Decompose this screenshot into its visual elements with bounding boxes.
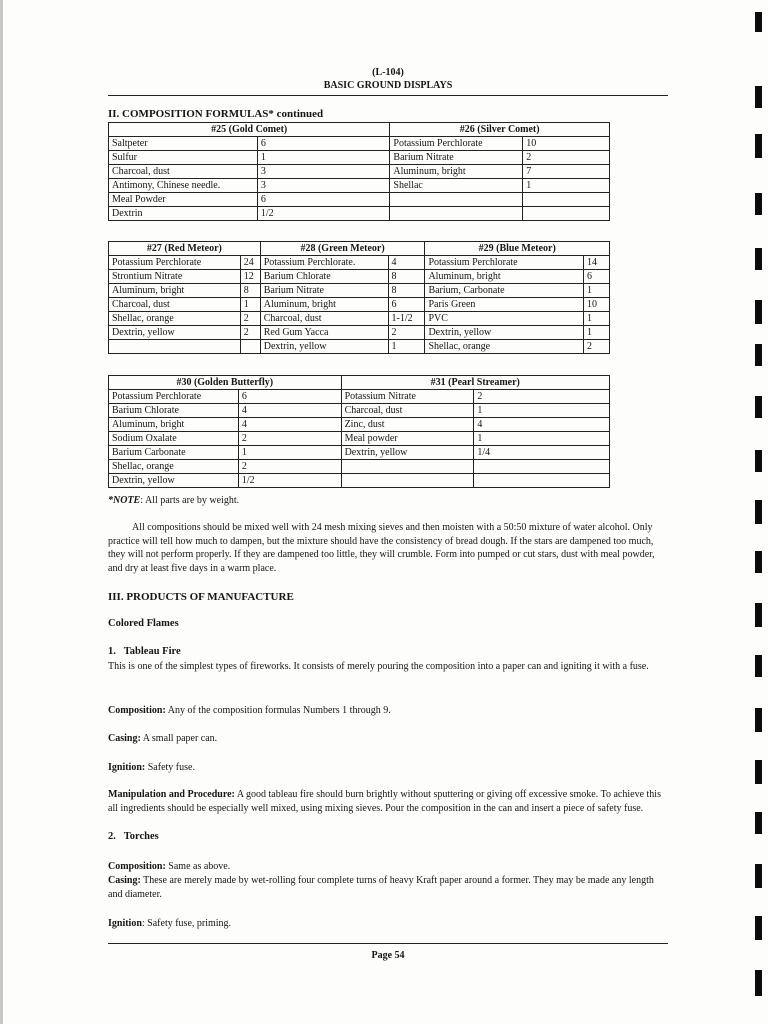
table-cell: 4 <box>474 418 610 432</box>
table-cell: 1 <box>240 298 260 312</box>
composition-table-25-26 <box>108 122 610 221</box>
table-cell: Meal powder <box>341 432 474 446</box>
section-2-title: II. COMPOSITION FORMULAS* continued <box>108 108 324 120</box>
table-cell: 1-1/2 <box>388 312 425 326</box>
page-left-edge <box>0 0 3 1024</box>
table-header-gold-comet: #25 (Gold Comet) <box>109 123 390 137</box>
table-cell: Barium Chlorate <box>260 270 388 284</box>
table-row <box>109 179 610 193</box>
table-cell: 3 <box>257 179 390 193</box>
casing-2-label: Casing: <box>108 875 141 886</box>
table-row <box>109 326 610 340</box>
table-cell: PVC <box>425 312 584 326</box>
table-cell: Charcoal, dust <box>109 298 241 312</box>
section-3-title: III. PRODUCTS OF MANUFACTURE <box>108 591 294 603</box>
table-cell: Charcoal, dust <box>109 165 258 179</box>
table-cell: 8 <box>388 284 425 298</box>
table-cell: 14 <box>584 256 610 270</box>
table-cell: Red Gum Yacca <box>260 326 388 340</box>
table-cell: 2 <box>388 326 425 340</box>
composition-table-30-31 <box>108 375 610 488</box>
table-row <box>109 404 610 418</box>
table-cell <box>474 474 610 488</box>
composition-2-text: Same as above. <box>165 861 231 872</box>
item-2-title: 2. Torches <box>108 831 159 842</box>
table-cell <box>523 207 610 221</box>
table-cell: 1 <box>474 432 610 446</box>
table-cell: Charcoal, dust <box>341 404 474 418</box>
table-cell: 1 <box>257 151 390 165</box>
table-cell <box>474 460 610 474</box>
table-cell: 7 <box>523 165 610 179</box>
table-cell: Dextrin <box>109 207 258 221</box>
table-cell: 3 <box>257 165 390 179</box>
table-cell: 2 <box>240 312 260 326</box>
table-cell: 6 <box>388 298 425 312</box>
table-cell: Aluminum, bright <box>390 165 523 179</box>
table-cell: 1/2 <box>257 207 390 221</box>
table-cell <box>523 193 610 207</box>
casing-1-text: A small paper can. <box>140 733 218 744</box>
table-row <box>109 298 610 312</box>
table-cell: Aluminum, bright <box>260 298 388 312</box>
ignition-1-label: Ignition: <box>108 762 146 773</box>
table-cell: 8 <box>388 270 425 284</box>
table-row <box>109 312 610 326</box>
table-cell: Dextrin, yellow <box>109 326 241 340</box>
table-header-green-meteor: #28 (Green Meteor) <box>260 242 425 256</box>
ignition-1-text: Safety fuse. <box>145 762 195 773</box>
table-cell: Zinc, dust <box>341 418 474 432</box>
table-row <box>109 284 610 298</box>
ignition-2 <box>108 917 668 931</box>
item-1-text: This is one of the simplest types of fireworks. It consists of merely pouring the composition into a paper can and igniting it with a fuse. <box>108 661 649 672</box>
table-cell: Shellac, orange <box>425 340 584 354</box>
table-header-pearl-streamer: #31 (Pearl Streamer) <box>341 376 609 390</box>
table-row <box>109 270 610 284</box>
table-cell: Paris Green <box>425 298 584 312</box>
table-header-blue-meteor: #29 (Blue Meteor) <box>425 242 610 256</box>
table-cell: 4 <box>238 418 341 432</box>
casing-1 <box>108 732 668 746</box>
table-cell: Barium Chlorate <box>109 404 239 418</box>
table-cell: Dextrin, yellow <box>425 326 584 340</box>
table-cell: 1 <box>238 446 341 460</box>
table-cell <box>240 340 260 354</box>
manipulation-text: A good tableau fire should burn brightly without sputtering or giving off excessive smoke. To achieve this all ingredients should be especially well mixed, using mixing sieves. Pour the composition in the can and insert a piece of safety fuse. <box>108 789 661 814</box>
table-cell: 4 <box>238 404 341 418</box>
table-header-golden-butterfly: #30 (Golden Butterfly) <box>109 376 342 390</box>
table-header-silver-comet: #26 (Silver Comet) <box>390 123 610 137</box>
table-row <box>109 151 610 165</box>
table-row <box>109 193 610 207</box>
note-label: *NOTE <box>108 495 141 506</box>
table-row <box>109 446 610 460</box>
composition-table-27-29 <box>108 241 610 354</box>
table-cell: 8 <box>240 284 260 298</box>
table-cell: 2 <box>474 390 610 404</box>
header-title: BASIC GROUND DISPLAYS <box>323 80 453 91</box>
table-cell: 1 <box>523 179 610 193</box>
table-cell: Barium Nitrate <box>260 284 388 298</box>
table-cell: Saltpeter <box>109 137 258 151</box>
page-header <box>108 66 668 92</box>
table-cell: Potassium Perchlorate <box>425 256 584 270</box>
composition-1 <box>108 704 668 718</box>
table-cell: 24 <box>240 256 260 270</box>
table-cell: Dextrin, yellow <box>341 446 474 460</box>
table-cell: 10 <box>584 298 610 312</box>
ignition-2-label: Ignition <box>108 918 142 929</box>
table-cell <box>341 474 474 488</box>
manipulation-label: Manipulation and Procedure: <box>108 789 235 800</box>
ignition-2-text: : Safety fuse, priming. <box>141 918 232 929</box>
table-cell: 1 <box>388 340 425 354</box>
table-cell: Aluminum, bright <box>425 270 584 284</box>
scan-edge-marks <box>746 0 768 1024</box>
table-cell: Meal Powder <box>109 193 258 207</box>
table-cell: 2 <box>238 432 341 446</box>
header-rule <box>108 95 668 96</box>
note-text: : All parts are by weight. <box>140 495 240 506</box>
table-cell: Sulfur <box>109 151 258 165</box>
table-cell: 6 <box>584 270 610 284</box>
table-cell: 1 <box>584 326 610 340</box>
table-cell: 10 <box>523 137 610 151</box>
table-cell: 6 <box>238 390 341 404</box>
composition-2 <box>108 860 668 874</box>
ignition-1 <box>108 761 668 775</box>
composition-1-label: Composition: <box>108 705 166 716</box>
table-cell: Barium, Carbonate <box>425 284 584 298</box>
table-cell: Aluminum, bright <box>109 284 241 298</box>
table-cell: 1 <box>584 284 610 298</box>
table-row <box>109 432 610 446</box>
table-cell: 2 <box>238 460 341 474</box>
table-cell: Charcoal, dust <box>260 312 388 326</box>
item-1-title: 1. Tableau Fire <box>108 646 181 657</box>
table-cell: Shellac, orange <box>109 312 241 326</box>
table-cell: 12 <box>240 270 260 284</box>
table-cell: Shellac <box>390 179 523 193</box>
casing-2 <box>108 874 668 901</box>
table-cell: Barium Carbonate <box>109 446 239 460</box>
table-row <box>109 137 610 151</box>
table-cell: Barium Nitrate <box>390 151 523 165</box>
table-cell: 2 <box>584 340 610 354</box>
table-cell: Antimony, Chinese needle. <box>109 179 258 193</box>
table-row <box>109 256 610 270</box>
table-cell: 2 <box>523 151 610 165</box>
table-cell: Shellac, orange <box>109 460 239 474</box>
casing-1-label: Casing: <box>108 733 141 744</box>
table-cell: Potassium Perchlorate <box>390 137 523 151</box>
table-row <box>109 340 610 354</box>
table-cell: Potassium Perchlorate. <box>260 256 388 270</box>
mixing-paragraph: All compositions should be mixed well with 24 mesh mixing sieves and then moisten with a 50:50 mixture of water alcohol. Only practice will tell how much to dampen, but the mixture should have the consistency of bread dough. If the stars are dampened too much, they will not perform properly. If they are dampened too little, they will crumble. Form into pumped or cut stars, dust with meal powder, and dry at least five days in a warm place. <box>108 522 655 574</box>
table-cell: 1/4 <box>474 446 610 460</box>
page-number: Page 54 <box>371 950 405 961</box>
table-row <box>109 474 610 488</box>
table-row <box>109 207 610 221</box>
table-cell: 4 <box>388 256 425 270</box>
table-cell: 1 <box>474 404 610 418</box>
table-cell: Potassium Nitrate <box>341 390 474 404</box>
table-cell <box>390 207 523 221</box>
table-cell: Potassium Perchlorate <box>109 256 241 270</box>
table-cell <box>341 460 474 474</box>
table-row <box>109 460 610 474</box>
table-cell: Dextrin, yellow <box>260 340 388 354</box>
table-cell: Dextrin, yellow <box>109 474 239 488</box>
header-code: (L-104) <box>372 67 404 78</box>
colored-flames-title: Colored Flames <box>108 618 179 629</box>
table-cell: 6 <box>257 137 390 151</box>
table-cell: 6 <box>257 193 390 207</box>
weight-note <box>108 495 239 506</box>
table-cell: 2 <box>240 326 260 340</box>
table-header-red-meteor: #27 (Red Meteor) <box>109 242 261 256</box>
table-cell: Strontium Nitrate <box>109 270 241 284</box>
table-cell <box>390 193 523 207</box>
table-cell: Potassium Perchlorate <box>109 390 239 404</box>
table-cell: 1/2 <box>238 474 341 488</box>
table-row <box>109 165 610 179</box>
table-row <box>109 390 610 404</box>
composition-2-label: Composition: <box>108 861 166 872</box>
footer-rule <box>108 943 668 944</box>
table-cell: Sodium Oxalate <box>109 432 239 446</box>
table-row <box>109 418 610 432</box>
manipulation-procedure <box>108 788 668 815</box>
table-cell: Aluminum, bright <box>109 418 239 432</box>
table-cell <box>109 340 241 354</box>
casing-2-text: These are merely made by wet-rolling four complete turns of heavy Kraft paper around a former. They may be made any length and diameter. <box>108 875 654 900</box>
composition-1-text: Any of the composition formulas Numbers 1 through 9. <box>165 705 391 716</box>
table-cell: 1 <box>584 312 610 326</box>
